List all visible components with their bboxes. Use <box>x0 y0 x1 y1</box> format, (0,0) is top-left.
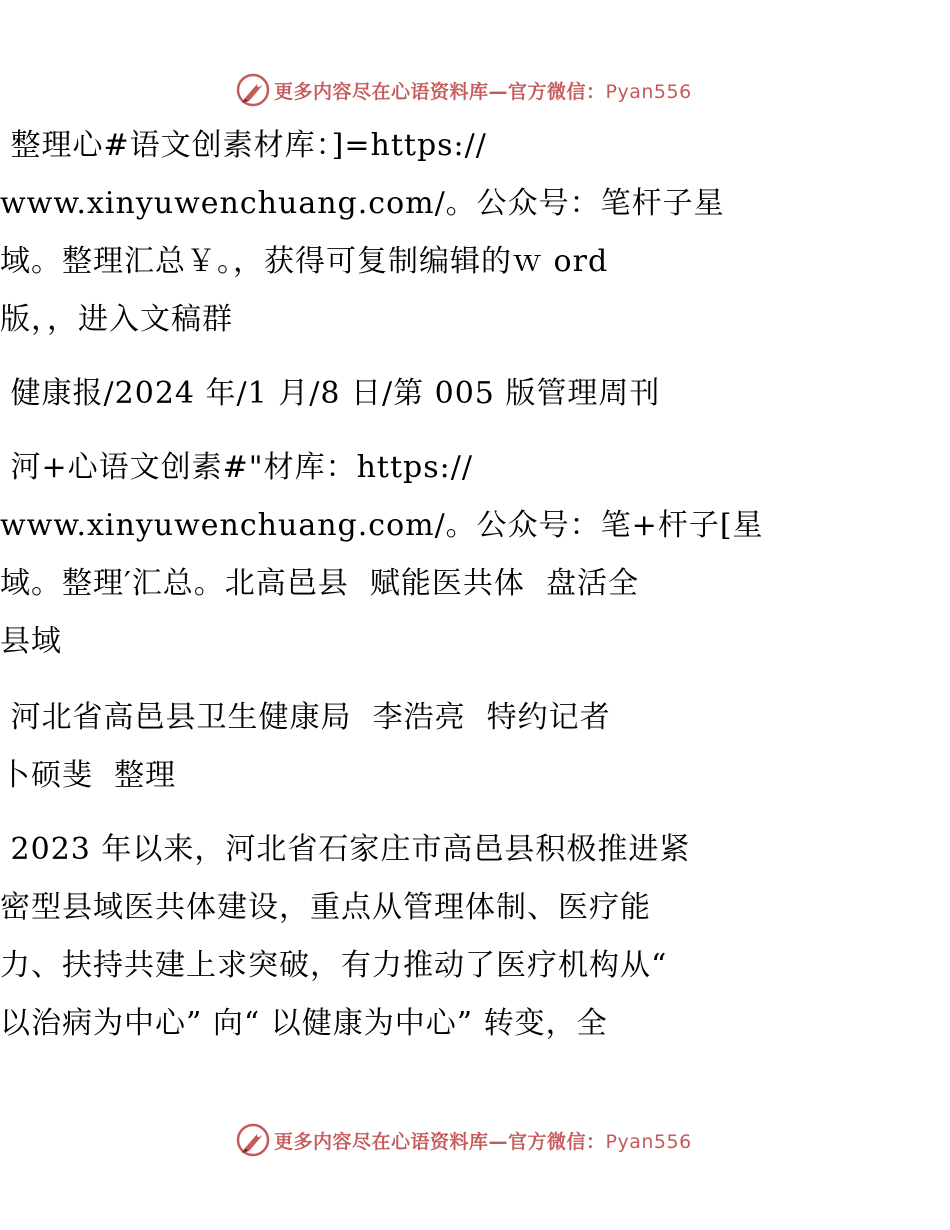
pen-nib-logo-icon <box>236 73 270 107</box>
text-line: 2023 年以来，河北省石家庄市高邑县积极推进紧 <box>0 832 691 867</box>
header-banner <box>236 72 756 108</box>
footer-banner <box>236 1122 756 1158</box>
text-line: www.xinyuwenchuang.com/。公众号：笔杆子星 <box>0 186 725 221</box>
header-banner-text: 更多内容尽在心语资料库—官方微信：Pyan556 <box>274 80 692 103</box>
text-line: 版，，进入文稿群 <box>0 302 233 337</box>
text-line: 卜硕斐 整理 <box>0 758 177 793</box>
text-line: 力、扶持共建上求突破，有力推动了医疗机构从“ <box>0 948 668 983</box>
pen-nib-logo-icon <box>236 1123 270 1157</box>
text-line: 健康报/2024 年/1 月/8 日/第 005 版管理周刊 <box>0 376 661 411</box>
text-line: 县域 <box>0 624 62 659</box>
text-line: 河+心语文创素#"材库：https:// <box>0 450 473 485</box>
footer-banner-text: 更多内容尽在心语资料库—官方微信：Pyan556 <box>274 1130 692 1153</box>
text-line: 整理心#语文创素材库：]=https:// <box>0 128 487 163</box>
text-line: www.xinyuwenchuang.com/。公众号：笔+杆子[星 <box>0 508 764 543</box>
text-line: 河北省高邑县卫生健康局 李浩亮 特约记者 <box>0 700 611 735</box>
text-line: 域。整理′汇总。北高邑县 赋能医共体 盘活全 <box>0 566 639 601</box>
header-wechat-id: Pyan556 <box>605 80 692 103</box>
text-line: 域。整理汇总￥。，获得可复制编辑的ｗ ord <box>0 244 609 279</box>
text-line: 密型县域医共体建设，重点从管理体制、医疗能 <box>0 890 651 925</box>
text-line: 以治病为中心” 向“ 以健康为中心” 转变，全 <box>0 1006 608 1041</box>
footer-wechat-id: Pyan556 <box>605 1130 692 1153</box>
